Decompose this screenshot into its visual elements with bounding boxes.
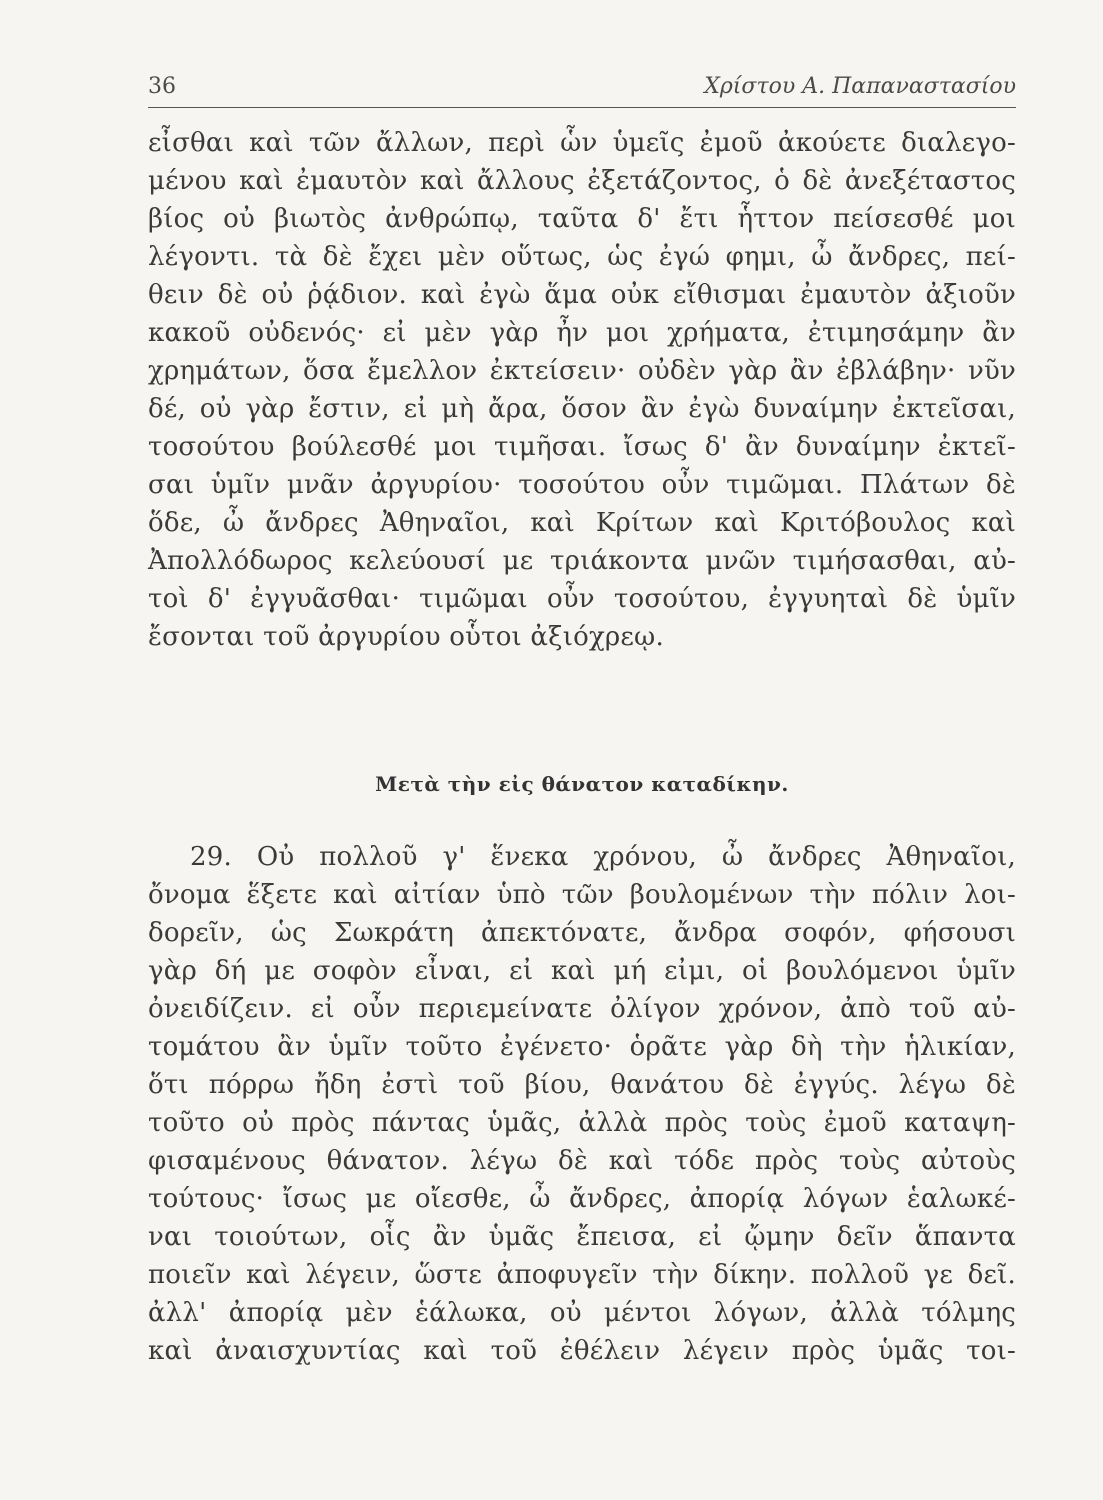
running-head: Χρίστου Α. Παπαναστασίου	[704, 74, 1016, 99]
text-line: βίος οὐ βιωτὸς ἀνθρώπῳ, ταῦτα δ' ἔτι ἧττον πείσεσθέ μοι	[148, 204, 1016, 234]
text-line: τούτους· ἴσως με οἴεσθε, ὦ ἄνδρες, ἀπορίᾳ λόγων ἑαλωκέ-	[148, 1184, 1016, 1214]
text-line: φισαμένους θάνατον. λέγω δὲ καὶ τόδε πρὸς τοὺς αὐτοὺς	[148, 1146, 1016, 1176]
text-line: τοῦτο οὐ πρὸς πάντας ὑμᾶς, ἀλλὰ πρὸς τοὺς ἐμοῦ καταψη-	[148, 1108, 1016, 1138]
text-line: γὰρ δή με σοφὸν εἶναι, εἰ καὶ μή εἰμι, οἱ βουλόμενοι ὑμῖν	[148, 956, 1016, 986]
text-line: ναι τοιούτων, οἷς ἂν ὑμᾶς ἔπεισα, εἰ ᾤμην δεῖν ἅπαντα	[148, 1222, 1016, 1252]
text-line: τοσούτου βούλεσθέ μοι τιμῆσαι. ἴσως δ' ἂν δυναίμην ἐκτεῖ-	[148, 432, 1016, 462]
text-line: δορεῖν, ὡς Σωκράτη ἀπεκτόνατε, ἄνδρα σοφόν, φήσουσι	[148, 918, 1016, 948]
paragraph-1	[148, 124, 1016, 656]
text-line: θειν δὲ οὐ ῥᾴδιον. καὶ ἐγὼ ἅμα οὐκ εἴθισμαι ἐμαυτὸν ἀξιοῦν	[148, 280, 1016, 310]
paragraph-2	[148, 838, 1016, 1370]
text-line: ἔσονται τοῦ ἀργυρίου οὗτοι ἀξιόχρεῳ.	[148, 622, 664, 652]
text-line: δέ, οὐ γὰρ ἔστιν, εἰ μὴ ἄρα, ὅσον ἂν ἐγὼ δυναίμην ἐκτεῖσαι,	[148, 394, 1016, 424]
text-line: μένου καὶ ἐμαυτὸν καὶ ἄλλους ἐξετάζοντος, ὁ δὲ ἀνεξέταστος	[148, 166, 1016, 196]
text-line: ὅδε, ὦ ἄνδρες Ἀθηναῖοι, καὶ Κρίτων καὶ Κριτόβουλος καὶ	[148, 508, 1016, 538]
text-line: εἶσθαι καὶ τῶν ἄλλων, περὶ ὧν ὑμεῖς ἐμοῦ ἀκούετε διαλεγο-	[148, 128, 1016, 158]
text-line: ὀνειδίζειν. εἰ οὖν περιεμείνατε ὀλίγον χρόνον, ἀπὸ τοῦ αὐ-	[148, 994, 1016, 1024]
text-line: ποιεῖν καὶ λέγειν, ὥστε ἀποφυγεῖν τὴν δίκην. πολλοῦ γε δεῖ.	[148, 1260, 1016, 1290]
section-heading: Μετὰ τὴν εἰς θάνατον καταδίκην.	[375, 772, 789, 796]
text-line: χρημάτων, ὅσα ἔμελλον ἐκτείσειν· οὐδὲν γὰρ ἂν ἐβλάβην· νῦν	[148, 356, 1016, 386]
text-line: ὅτι πόρρω ἤδη ἐστὶ τοῦ βίου, θανάτου δὲ ἐγγύς. λέγω δὲ	[148, 1070, 1016, 1100]
text-line: λέγοντι. τὰ δὲ ἔχει μὲν οὕτως, ὡς ἐγώ φημι, ὦ ἄνδρες, πεί-	[148, 242, 1016, 272]
page-header	[148, 70, 1016, 106]
text-line: τοὶ δ' ἐγγυᾶσθαι· τιμῶμαι οὖν τοσούτου, ἐγγυηταὶ δὲ ὑμῖν	[148, 584, 1016, 614]
header-rule	[148, 107, 1016, 108]
text-line: καὶ ἀναισχυντίας καὶ τοῦ ἐθέλειν λέγειν πρὸς ὑμᾶς τοι-	[148, 1336, 1016, 1366]
text-line: σαι ὑμῖν μνᾶν ἀργυρίου· τοσούτου οὖν τιμῶμαι. Πλάτων δὲ	[148, 470, 1016, 500]
text-line: Ἀπολλόδωρος κελεύουσί με τριάκοντα μνῶν τιμήσασθαι, αὐ-	[148, 546, 1016, 576]
text-line: 29. Οὐ πολλοῦ γ' ἕνεκα χρόνου, ὦ ἄνδρες Ἀθηναῖοι,	[190, 842, 1016, 872]
text-line: ὄνομα ἕξετε καὶ αἰτίαν ὑπὸ τῶν βουλομένων τὴν πόλιν λοι-	[148, 880, 1016, 910]
text-line: κακοῦ οὐδενός· εἰ μὲν γὰρ ἦν μοι χρήματα, ἐτιμησάμην ἂν	[148, 318, 1016, 348]
text-line: τομάτου ἂν ὑμῖν τοῦτο ἐγένετο· ὁρᾶτε γὰρ δὴ τὴν ἡλικίαν,	[148, 1032, 1016, 1062]
text-line: ἀλλ' ἀπορίᾳ μὲν ἑάλωκα, οὐ μέντοι λόγων, ἀλλὰ τόλμης	[148, 1298, 1016, 1328]
page-number: 36	[148, 74, 176, 99]
